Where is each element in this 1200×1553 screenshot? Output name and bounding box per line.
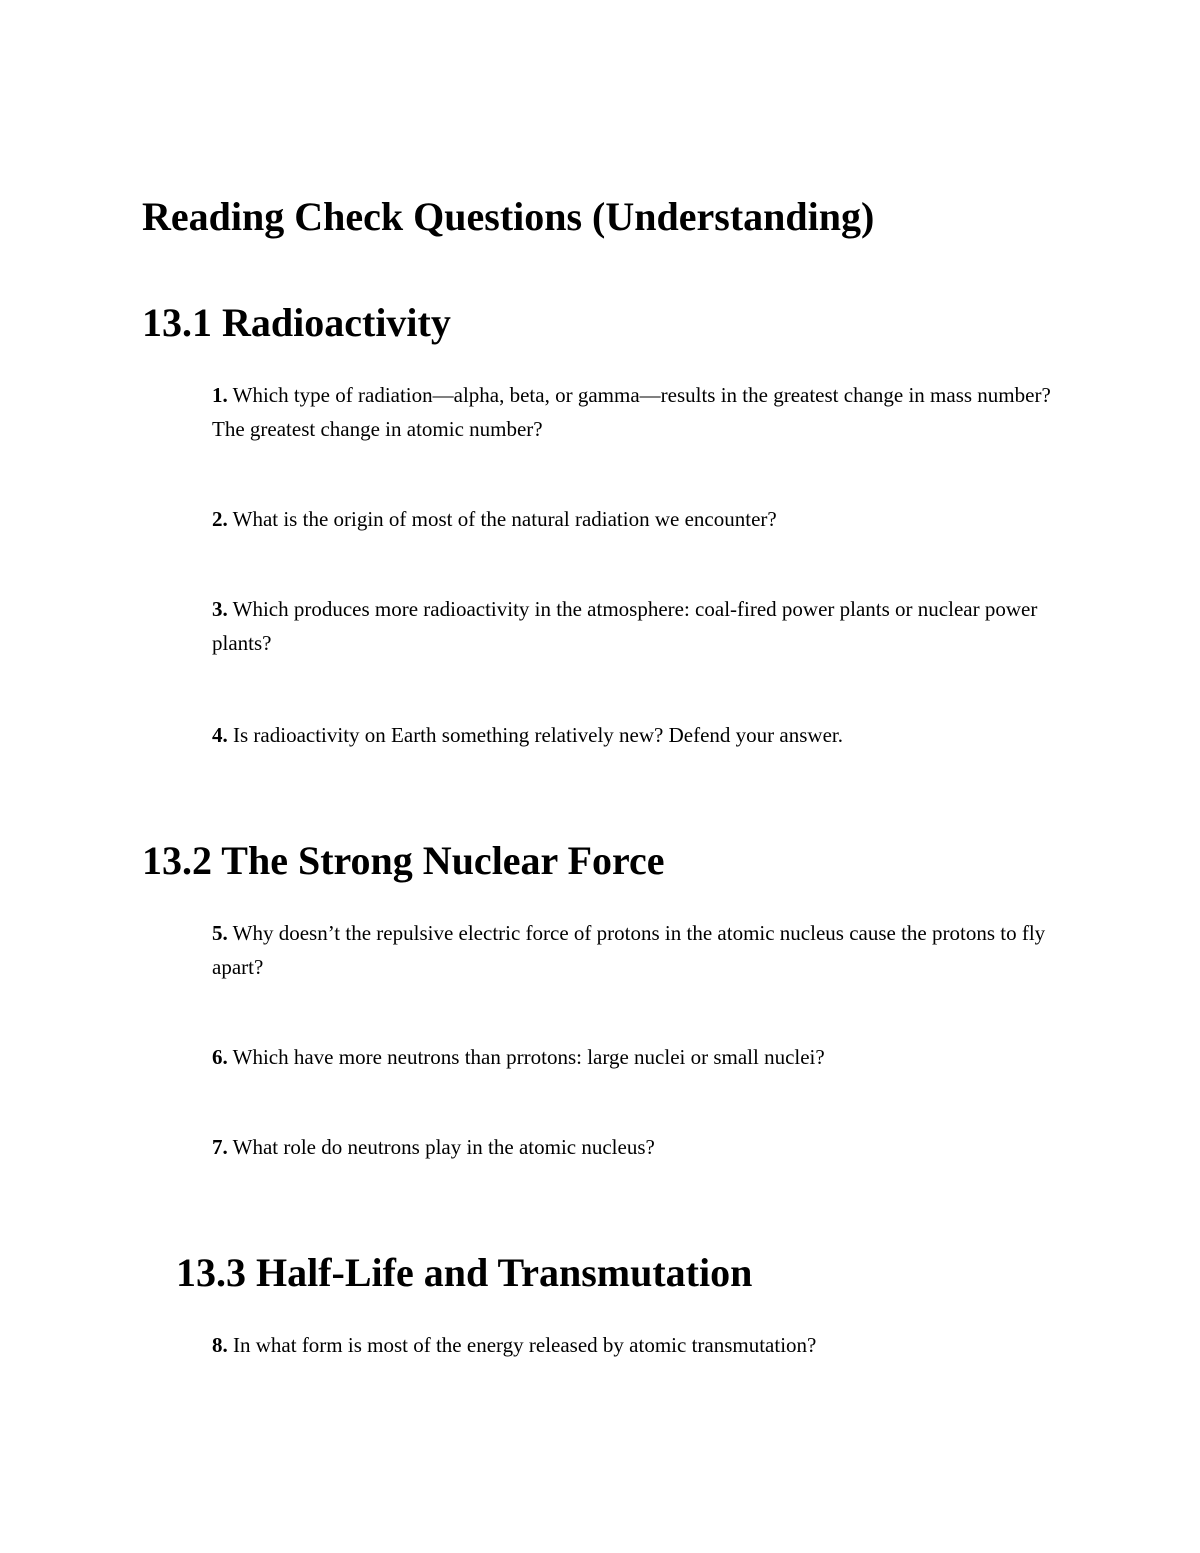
question-text: Which produces more radioactivity in the atmosphere: coal-fired power plants or nuclear power plants? bbox=[212, 597, 1038, 655]
question-8 bbox=[212, 1328, 1062, 1362]
question-number: 8. bbox=[212, 1333, 228, 1357]
question-number: 4. bbox=[212, 723, 228, 747]
question-text: What is the origin of most of the natural radiation we encounter? bbox=[232, 507, 777, 531]
question-7 bbox=[212, 1130, 1062, 1164]
question-number: 1. bbox=[212, 383, 228, 407]
question-5 bbox=[212, 916, 1062, 984]
question-text: In what form is most of the energy released by atomic transmutation? bbox=[233, 1333, 817, 1357]
question-6 bbox=[212, 1040, 1062, 1074]
question-number: 2. bbox=[212, 507, 228, 531]
question-text: Which have more neutrons than prrotons: large nuclei or small nuclei? bbox=[232, 1045, 825, 1069]
question-number: 7. bbox=[212, 1135, 228, 1159]
question-text: Why doesn’t the repulsive electric force of protons in the atomic nucleus cause the protons to fly apart? bbox=[212, 921, 1046, 979]
section-heading-strong-nuclear-force: 13.2 The Strong Nuclear Force bbox=[142, 838, 665, 883]
section-heading-radioactivity: 13.1 Radioactivity bbox=[142, 300, 451, 345]
question-4 bbox=[212, 718, 1062, 752]
question-text: Is radioactivity on Earth something relatively new? Defend your answer. bbox=[233, 723, 843, 747]
question-2 bbox=[212, 502, 1062, 536]
question-1 bbox=[212, 378, 1062, 446]
question-number: 6. bbox=[212, 1045, 228, 1069]
question-number: 5. bbox=[212, 921, 228, 945]
section-heading-half-life: 13.3 Half-Life and Transmutation bbox=[176, 1250, 753, 1295]
page-title: Reading Check Questions (Understanding) bbox=[142, 194, 875, 239]
question-text: What role do neutrons play in the atomic nucleus? bbox=[232, 1135, 655, 1159]
question-text: Which type of radiation—alpha, beta, or gamma—results in the greatest change in mass number? The greatest change in atomic number? bbox=[212, 383, 1051, 441]
question-number: 3. bbox=[212, 597, 228, 621]
question-3 bbox=[212, 592, 1062, 660]
